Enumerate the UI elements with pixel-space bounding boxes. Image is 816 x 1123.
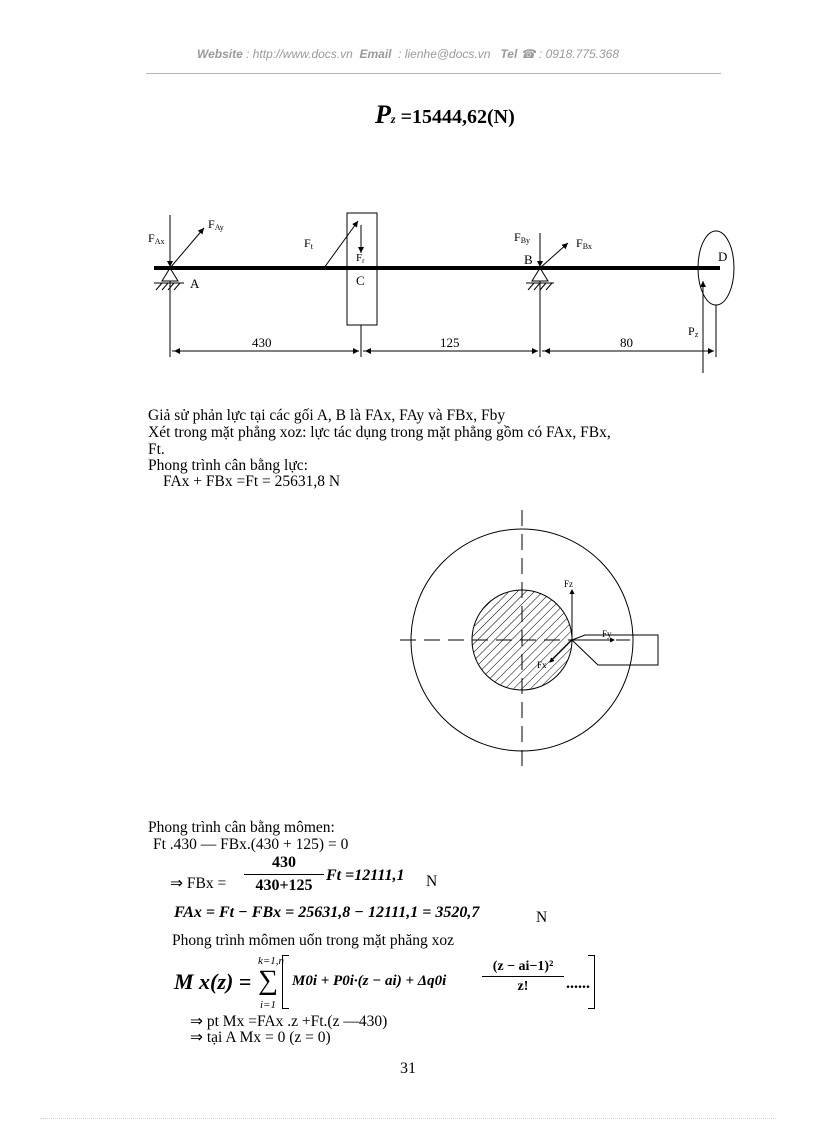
cross-section-diagram bbox=[400, 505, 670, 775]
bending-title: Phong trình mômen uốn trong mặt phăng xoz bbox=[172, 932, 454, 949]
label-fz: Fz bbox=[564, 579, 573, 589]
label-ft: Ft bbox=[304, 236, 313, 251]
fbx-unit: N bbox=[426, 873, 438, 890]
text-line-1: Giả sử phản lực tại các gối A, B là FAx, FAy và FBx, Fby bbox=[148, 407, 506, 424]
fbx-prefix: ⇒ FBx = bbox=[170, 875, 227, 892]
fax-equation: FAx = Ft − FBx = 25631,8 − 12111,1 = 3520,7 bbox=[174, 904, 480, 921]
header-divider bbox=[146, 73, 721, 74]
page-header bbox=[0, 47, 816, 61]
mx-fraction bbox=[482, 959, 564, 995]
moment-title: Phong trình cân bằng mômen: bbox=[148, 819, 335, 836]
fbx-fraction bbox=[244, 854, 324, 895]
fbx-frac-num: 430 bbox=[244, 854, 324, 875]
pz-symbol: P bbox=[375, 100, 391, 129]
email-label: Email bbox=[359, 47, 392, 61]
fbx-frac-den: 430+125 bbox=[255, 877, 313, 894]
text-line-5: FAx + FBx =Ft = 25631,8 N bbox=[163, 473, 341, 490]
dim-label-80: 80 bbox=[620, 335, 633, 350]
text-line-3: Ft. bbox=[148, 441, 165, 458]
sum-bottom: i=1 bbox=[260, 999, 276, 1011]
pt-line: ⇒ pt Mx =FAx .z +Ft.(z —430) bbox=[190, 1013, 388, 1030]
mx-dots: ...... bbox=[566, 975, 590, 992]
mx-body: M0i + P0i·(z − ai) + Δq0i bbox=[292, 973, 447, 989]
text-line-4: Phong trình cân bằng lực: bbox=[148, 457, 308, 474]
left-bracket bbox=[282, 955, 289, 1009]
dim-label-430: 430 bbox=[252, 335, 272, 350]
fbx-result: Ft =12111,1 bbox=[326, 867, 405, 884]
dim-label-125: 125 bbox=[440, 335, 460, 350]
website-label: Website bbox=[196, 47, 243, 61]
website-value[interactable]: : http://www.docs.vn bbox=[246, 47, 353, 61]
support-a bbox=[154, 268, 184, 290]
fbx-arrow bbox=[540, 243, 568, 268]
label-point-d: D bbox=[718, 249, 728, 264]
sum-top: k=1,n bbox=[258, 955, 285, 967]
label-fay: FAy bbox=[208, 217, 224, 232]
pz-subscript: z bbox=[390, 112, 396, 126]
label-point-a: A bbox=[190, 276, 200, 291]
mx-frac-num: (z − ai−1)² bbox=[482, 959, 564, 977]
fax-unit: N bbox=[536, 909, 548, 926]
fay-arrow bbox=[170, 228, 204, 268]
label-pz: Pz bbox=[688, 324, 699, 339]
pz-value: =15444,62(N) bbox=[400, 106, 515, 128]
label-fr: Fr bbox=[356, 252, 365, 265]
label-fby: FBy bbox=[514, 230, 531, 245]
label-fx: Fx bbox=[537, 660, 547, 670]
mx-frac-den: z! bbox=[517, 979, 529, 994]
tel-value: ☎ : 0918.775.368 bbox=[520, 47, 620, 61]
moment-eq1: Ft .430 — FBx.(430 + 125) = 0 bbox=[153, 836, 349, 853]
pz-equation bbox=[375, 100, 515, 130]
label-fbx: FBx bbox=[576, 236, 593, 251]
ft-arrow bbox=[324, 221, 358, 268]
label-point-c: C bbox=[356, 273, 365, 288]
footer-divider bbox=[40, 1118, 776, 1119]
beam-diagram bbox=[140, 195, 760, 385]
label-point-b: B bbox=[524, 252, 533, 267]
tai-line: ⇒ tại A Mx = 0 (z = 0) bbox=[190, 1029, 331, 1046]
tel-label: Tel bbox=[500, 47, 518, 61]
mx-equation bbox=[174, 955, 604, 1015]
page-number: 31 bbox=[400, 1060, 416, 1077]
mx-lhs: M x(z) = bbox=[174, 969, 252, 994]
email-value[interactable]: : lienhe@docs.vn bbox=[398, 47, 491, 61]
label-fy: Fy bbox=[602, 629, 612, 639]
sum-sign: ∑ bbox=[258, 965, 278, 996]
label-fax: FAx bbox=[148, 231, 165, 246]
text-line-2: Xét trong mặt phẳng xoz: lực tác dụng trong mặt phẳng gồm có FAx, FBx, bbox=[148, 424, 611, 441]
right-bracket bbox=[588, 955, 595, 1009]
